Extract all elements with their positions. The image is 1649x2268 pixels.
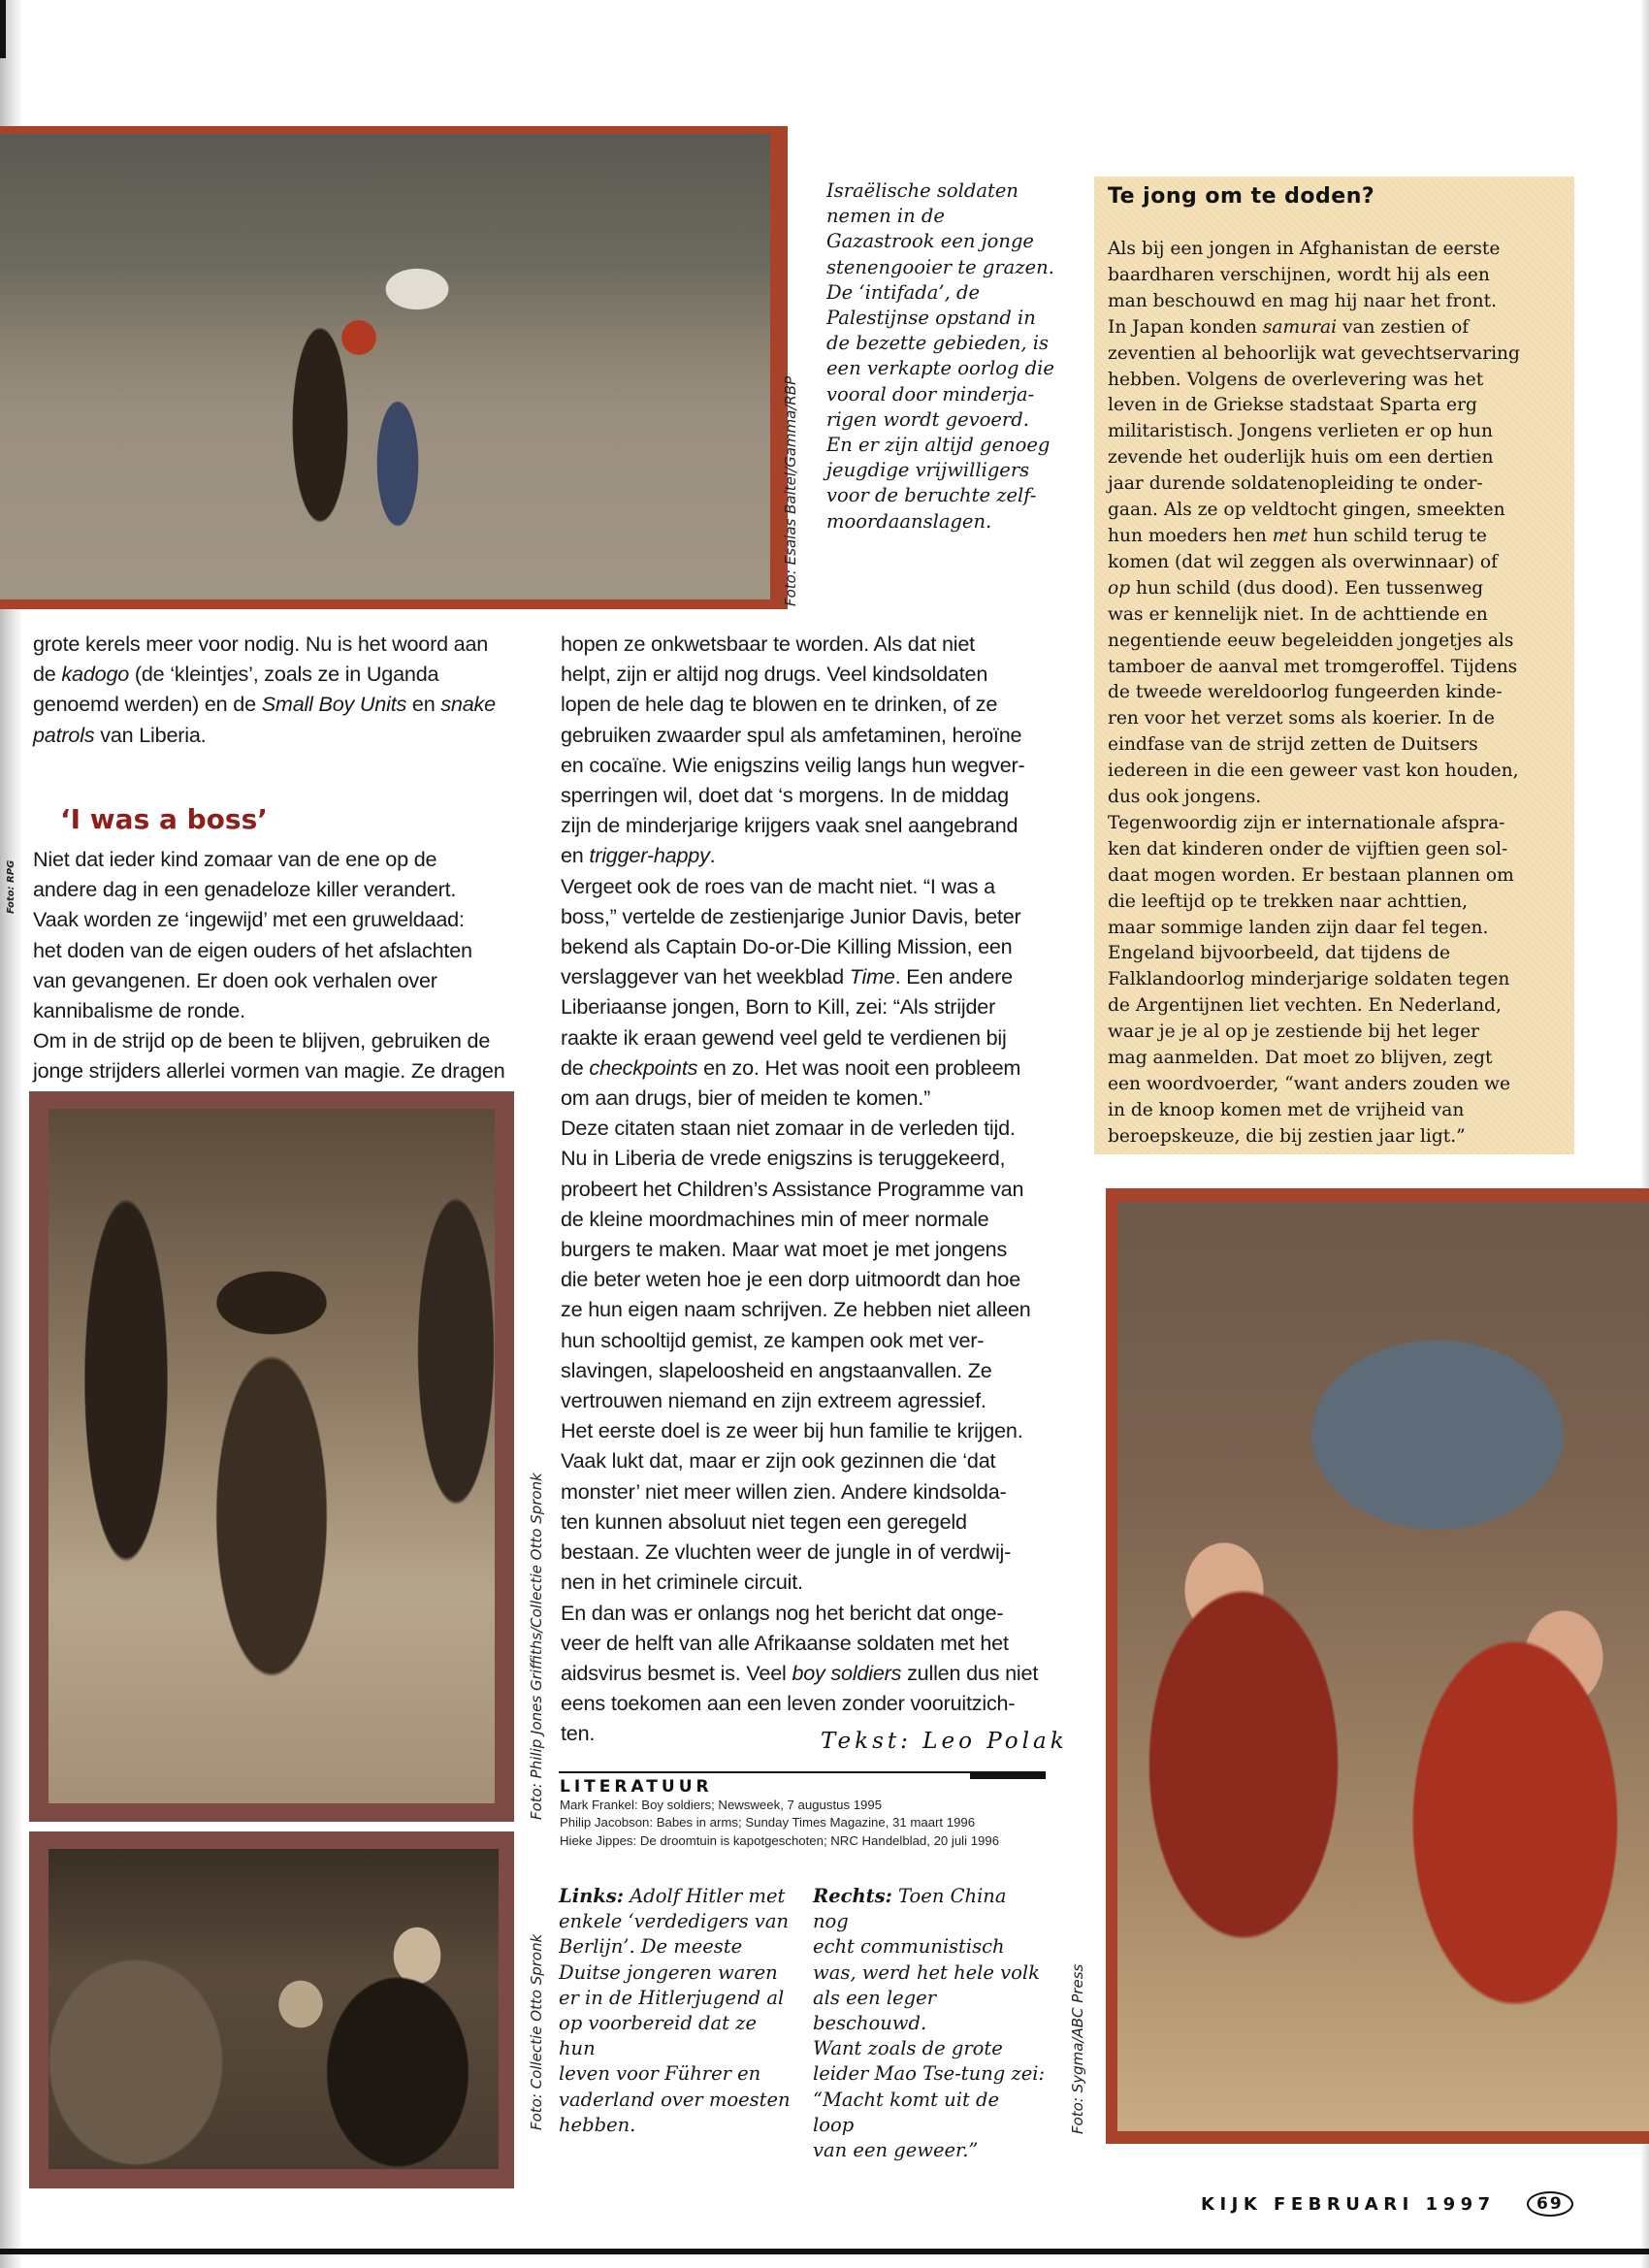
body-line: andere dag in een genadeloze killer verandert. — [33, 877, 457, 902]
body-line: om aan drugs, bier of meiden te komen.” — [561, 1085, 931, 1111]
sidebar-line: Tegenwoordig zijn er internationale afspra- — [1108, 812, 1505, 833]
sidebar-line: dus ook jongens. — [1108, 787, 1262, 808]
body-line: Liberiaanse jongen, Born to Kill, zei: “Als strijder — [561, 994, 996, 1020]
body-line: Deze citaten staan niet zomaar in de verleden tijd. — [561, 1116, 1016, 1141]
byline: Tekst: Leo Polak — [821, 1729, 1068, 1754]
caption-line: En er zijn altijd genoeg — [826, 434, 1051, 457]
sidebar-line: man beschouwd en mag hij naar het front. — [1108, 290, 1497, 311]
photo-chinese-children-rifles — [1117, 1202, 1649, 2131]
caption-label: Links: — [559, 1885, 624, 1907]
body-line: veer de helft van alle Afrikaanse soldaten met het — [561, 1630, 1009, 1655]
body-line: het doden van de eigen ouders of het afslachten — [33, 937, 472, 962]
photo-credit-hitler: Foto: Collectie Otto Spronk — [528, 1933, 545, 2130]
body-line: helpt, zijn er altijd nog drugs. Veel kindsoldaten — [561, 662, 988, 687]
body-line: eens toekomen aan een leven zonder vooruitzich- — [561, 1691, 1016, 1716]
sidebar-line: Falklandoorlog minderjarige soldaten tegen — [1108, 969, 1510, 990]
body-line: bestaan. Ze vluchten weer de jungle in of verdwij- — [561, 1539, 1012, 1565]
sidebar-line: beroepskeuze, die bij zestien jaar ligt.” — [1108, 1125, 1466, 1147]
body-line: die beter weten hoe je een dorp uitmoordt dan hoe — [561, 1267, 1021, 1292]
body-line: ten kunnen absoluut niet tegen een geregeld — [561, 1508, 967, 1534]
caption-line: Berlijn’. De meeste — [559, 1935, 743, 1959]
sidebar-line: komen (dat wil zeggen als overwinnaar) of — [1108, 551, 1499, 572]
photo-gaza-soldiers — [0, 134, 770, 599]
body-line: En dan was er onlangs nog het bericht dat onge- — [561, 1600, 1004, 1625]
body-line: Nu in Liberia de vrede enigszins is teruggekeerd, — [561, 1146, 1006, 1171]
caption-gaza — [826, 178, 1059, 535]
article-col2 — [561, 629, 1065, 1749]
caption-line: vooral door minderja- — [826, 382, 1035, 405]
photo-vietnam-frame — [29, 1091, 514, 1822]
body-line: lopen de hele dag te blowen en te drinken, of ze — [561, 692, 998, 717]
caption-line: vaderland over moesten — [559, 2088, 791, 2111]
caption-line: De ‘intifada’, de — [826, 280, 981, 304]
body-line: zijn de minderjarige krijgers vaak snel aangebrand — [561, 813, 1018, 838]
caption-line: was, werd het hele volk — [813, 1960, 1040, 1984]
body-line: gebruiken zwaarder spul als amfetaminen, heroïne — [561, 722, 1022, 747]
body-line: Vergeet ook de roes van de macht niet. “I was a — [561, 873, 995, 898]
body-line: van gevangenen. Er doen ook verhalen over — [33, 967, 437, 992]
literature-item: Mark Frankel: Boy soldiers; Newsweek, 7 augustus 1995 — [560, 1798, 883, 1812]
literature-item: Philip Jacobson: Babes in arms; Sunday Times Magazine, 31 maart 1996 — [560, 1815, 976, 1831]
sidebar-line: daat mogen worden. Er bestaan plannen om — [1108, 864, 1514, 886]
caption-line: Palestijnse opstand in — [826, 307, 1036, 330]
caption-line: jeugdige vrijwilligers — [826, 459, 1030, 482]
body-line: Om in de strijd op de been te blijven, gebruiken de — [33, 1028, 491, 1053]
sidebar-line: zeventien al behoorlijk wat gevechtservaring — [1108, 342, 1520, 364]
body-line: vertrouwen niemand en zijn extreem agressief. — [561, 1388, 986, 1413]
caption-line: stenengooier te grazen. — [826, 255, 1054, 278]
photo-china-frame — [1106, 1188, 1649, 2144]
body-line: Niet dat ieder kind zomaar van de ene op de — [33, 847, 437, 871]
sidebar-line: was er kennelijk niet. In de achttiende en — [1108, 603, 1488, 625]
sidebar-line: hun moeders hen met hun schild terug te — [1108, 525, 1487, 546]
photo-hitler-frame — [29, 1831, 514, 2188]
body-line: de checkpoints en zo. Het was nooit een probleem — [561, 1054, 1021, 1080]
sidebar-line: een woordvoerder, “want anders zouden we — [1108, 1074, 1510, 1094]
body-line: Vaak worden ze ‘ingewijd’ met een gruweldaad: — [33, 907, 465, 932]
sidebar-line: ken dat kinderen onder de vijftien geen sol- — [1108, 838, 1508, 859]
footer-magazine-date: KIJK FEBRUARI 1997 — [1201, 2194, 1496, 2215]
body-line: kannibalisme de ronde. — [33, 998, 245, 1023]
sidebar-line: in de knoop komen met de vrijheid van — [1108, 1099, 1465, 1120]
body-line: genoemd werden) en de Small Boy Units en snake — [33, 692, 496, 717]
body-line: jonge strijders allerlei vormen van magie. Ze dragen — [33, 1058, 505, 1084]
body-line: boss,” vertelde de zestienjarige Junior Davis, beter — [561, 903, 1021, 928]
caption-line: leven voor Führer en — [559, 2062, 761, 2086]
caption-line: hebben. — [559, 2113, 636, 2136]
page-edge-mark — [0, 0, 6, 58]
photo-credit-rpg: Foto: RPG — [6, 859, 16, 914]
caption-line: voor de beruchte zelf- — [826, 484, 1037, 507]
article-col1-intro — [33, 629, 537, 750]
sidebar-line: tamboer de aanval met tromgeroffel. Tijdens — [1108, 656, 1518, 677]
photo-credit-gaza: Foto: Esaias Baitel/Gamma/RBP — [782, 375, 799, 606]
sidebar-line: militaristisch. Jongens verlieten er op hun — [1108, 421, 1493, 442]
caption-line: de bezette gebieden, is — [826, 332, 1049, 355]
caption-line: een verkapte oorlog die — [826, 357, 1054, 380]
sidebar-line: de tweede wereldoorlog fungeerden kinde- — [1108, 682, 1503, 703]
page-number: 69 — [1527, 2191, 1573, 2217]
body-line: hun schooltijd gemist, ze kampen ook met ver- — [561, 1327, 985, 1352]
sidebar-line: In Japan konden samurai van zestien of — [1108, 316, 1470, 338]
caption-line: van een geweer.” — [813, 2139, 979, 2162]
caption-line: Gazastrook een jonge — [826, 230, 1034, 253]
sidebar-line: Als bij een jongen in Afghanistan de eerste — [1108, 239, 1501, 259]
sidebar-line: die leeftijd op te trekken naar achttien, — [1108, 891, 1468, 912]
bottom-rule — [0, 2249, 1649, 2254]
sidebar-text — [1108, 237, 1564, 1150]
caption-line: enkele ‘verdedigers van — [559, 1910, 789, 1933]
literature-item: Hieke Jippes: De droomtuin is kapotgeschoten; NRC Handelblad, 20 juli 1996 — [560, 1832, 1000, 1848]
literature-list — [560, 1797, 999, 1850]
sidebar-line: gaan. Als ze op veldtocht gingen, smeekten — [1108, 500, 1505, 521]
caption-line: Links: Adolf Hitler met — [559, 1885, 786, 1907]
body-line: burgers te maken. Maar wat moet je met jongens — [561, 1237, 1008, 1262]
sidebar-line: waar je je al op je zestiende bij het leger — [1108, 1021, 1480, 1043]
caption-line: “Macht komt uit de loop — [813, 2088, 1000, 2136]
caption-right-china — [813, 1884, 1046, 2163]
sidebar-line: eindfase van de strijd zetten de Duitsers — [1108, 734, 1478, 756]
body-line: patrols van Liberia. — [33, 722, 207, 747]
body-line: raakte ik eraan gewend veel geld te verdienen bij — [561, 1024, 1007, 1050]
sidebar-line: iedereen in die een geweer vast kon houden, — [1108, 761, 1519, 782]
caption-line: er in de Hitlerjugend al — [559, 1986, 785, 2009]
body-line: Het eerste doel is ze weer bij hun familie te krijgen. — [561, 1418, 1023, 1443]
body-line: grote kerels meer voor nodig. Nu is het woord aan — [33, 632, 489, 656]
sidebar-line: ren voor het verzet soms als koerier. In de — [1108, 708, 1495, 729]
photo-child-soldier-helmet — [48, 1109, 495, 1803]
body-line: verslaggever van het weekblad Time. Een andere — [561, 964, 1013, 989]
photo-credit-china: Foto: Sygma/ABC Press — [1069, 1963, 1086, 2134]
caption-line: als een leger beschouwd. — [813, 1986, 937, 2035]
body-line: de kleine moordmachines min of meer normale — [561, 1206, 989, 1231]
caption-line: moordaanslagen. — [826, 509, 992, 533]
caption-line: nemen in de — [826, 205, 945, 228]
caption-line: Want zoals de grote — [813, 2037, 1003, 2060]
body-line: monster’ niet meer willen zien. Andere kindsolda- — [561, 1478, 1007, 1504]
subhead-i-was-a-boss: ‘I was a boss’ — [60, 803, 268, 835]
sidebar-line: jaar durende soldatenopleiding te onder- — [1108, 473, 1483, 495]
sidebar-line: zevende het ouderlijk huis om een dertien — [1108, 447, 1494, 469]
sidebar-box — [1094, 177, 1574, 1154]
body-line: probeert het Children’s Assistance Programme van — [561, 1176, 1024, 1201]
sidebar-title: Te jong om te doden? — [1108, 184, 1375, 209]
body-line: ze hun eigen naam schrijven. Ze hebben niet alleen — [561, 1297, 1031, 1322]
sidebar-line: op hun schild (dus dood). Een tussenweg — [1108, 577, 1484, 599]
article-col1-body — [33, 844, 547, 1117]
caption-line: echt communistisch — [813, 1935, 1005, 1959]
body-line: sperringen wil, doet dat ‘s morgens. In de middag — [561, 783, 1009, 808]
caption-left-hitler — [559, 1884, 792, 2138]
caption-line: op voorbereid dat ze hun — [559, 2012, 757, 2060]
body-line: slavingen, slapeloosheid en angstaanvallen. Ze — [561, 1357, 992, 1382]
caption-line: rigen wordt gevoerd. — [826, 407, 1029, 431]
caption-line: leider Mao Tse-tung zei: — [813, 2062, 1046, 2086]
body-line: hopen ze onkwetsbaar te worden. Als dat niet — [561, 632, 975, 656]
body-line: en cocaïne. Wie enigszins veilig langs hun wegver- — [561, 752, 1025, 777]
photo-hitler-youth — [48, 1849, 499, 2169]
photo-credit-vietnam: Foto: Philip Jones Griffiths/Collectie Otto Spronk — [528, 1473, 545, 1820]
body-line: Vaak lukt dat, maar er zijn ook gezinnen die ‘dat — [561, 1448, 996, 1474]
body-line: nen in het criminele circuit. — [561, 1570, 803, 1595]
sidebar-line: baardharen verschijnen, wordt hij als een — [1108, 264, 1490, 285]
literature-rule-accent — [970, 1771, 1046, 1779]
body-line: bekend als Captain Do-or-Die Killing Mission, een — [561, 934, 1013, 959]
sidebar-line: hebben. Volgens de overlevering was het — [1108, 369, 1484, 390]
sidebar-line: de Argentijnen liet vechten. En Nederland, — [1108, 995, 1502, 1017]
caption-line: Rechts: Toen China nog — [813, 1885, 1007, 1933]
sidebar-line: mag aanmelden. Dat moet zo blijven, zegt — [1108, 1048, 1493, 1069]
photo-gaza-frame — [0, 126, 788, 609]
sidebar-line: Engeland bijvoorbeeld, dat tijdens de — [1108, 943, 1451, 964]
caption-line: Duitse jongeren waren — [559, 1960, 778, 1984]
literature-title: LITERATUUR — [560, 1777, 713, 1797]
sidebar-line: maar sommige landen zijn daar fel tegen. — [1108, 917, 1489, 938]
caption-label: Rechts: — [813, 1885, 892, 1907]
body-line: de kadogo (de ‘kleintjes’, zoals ze in Uganda — [33, 662, 439, 687]
body-line: ten. — [561, 1721, 596, 1746]
caption-line: Israëlische soldaten — [826, 179, 1018, 202]
sidebar-line: negentiende eeuw begeleidden jongetjes als — [1108, 630, 1514, 651]
body-line: en trigger-happy. — [561, 843, 716, 868]
sidebar-line: leven in de Griekse stadstaat Sparta erg — [1108, 395, 1477, 416]
body-line: aidsvirus besmet is. Veel boy soldiers zullen dus niet — [561, 1660, 1039, 1685]
